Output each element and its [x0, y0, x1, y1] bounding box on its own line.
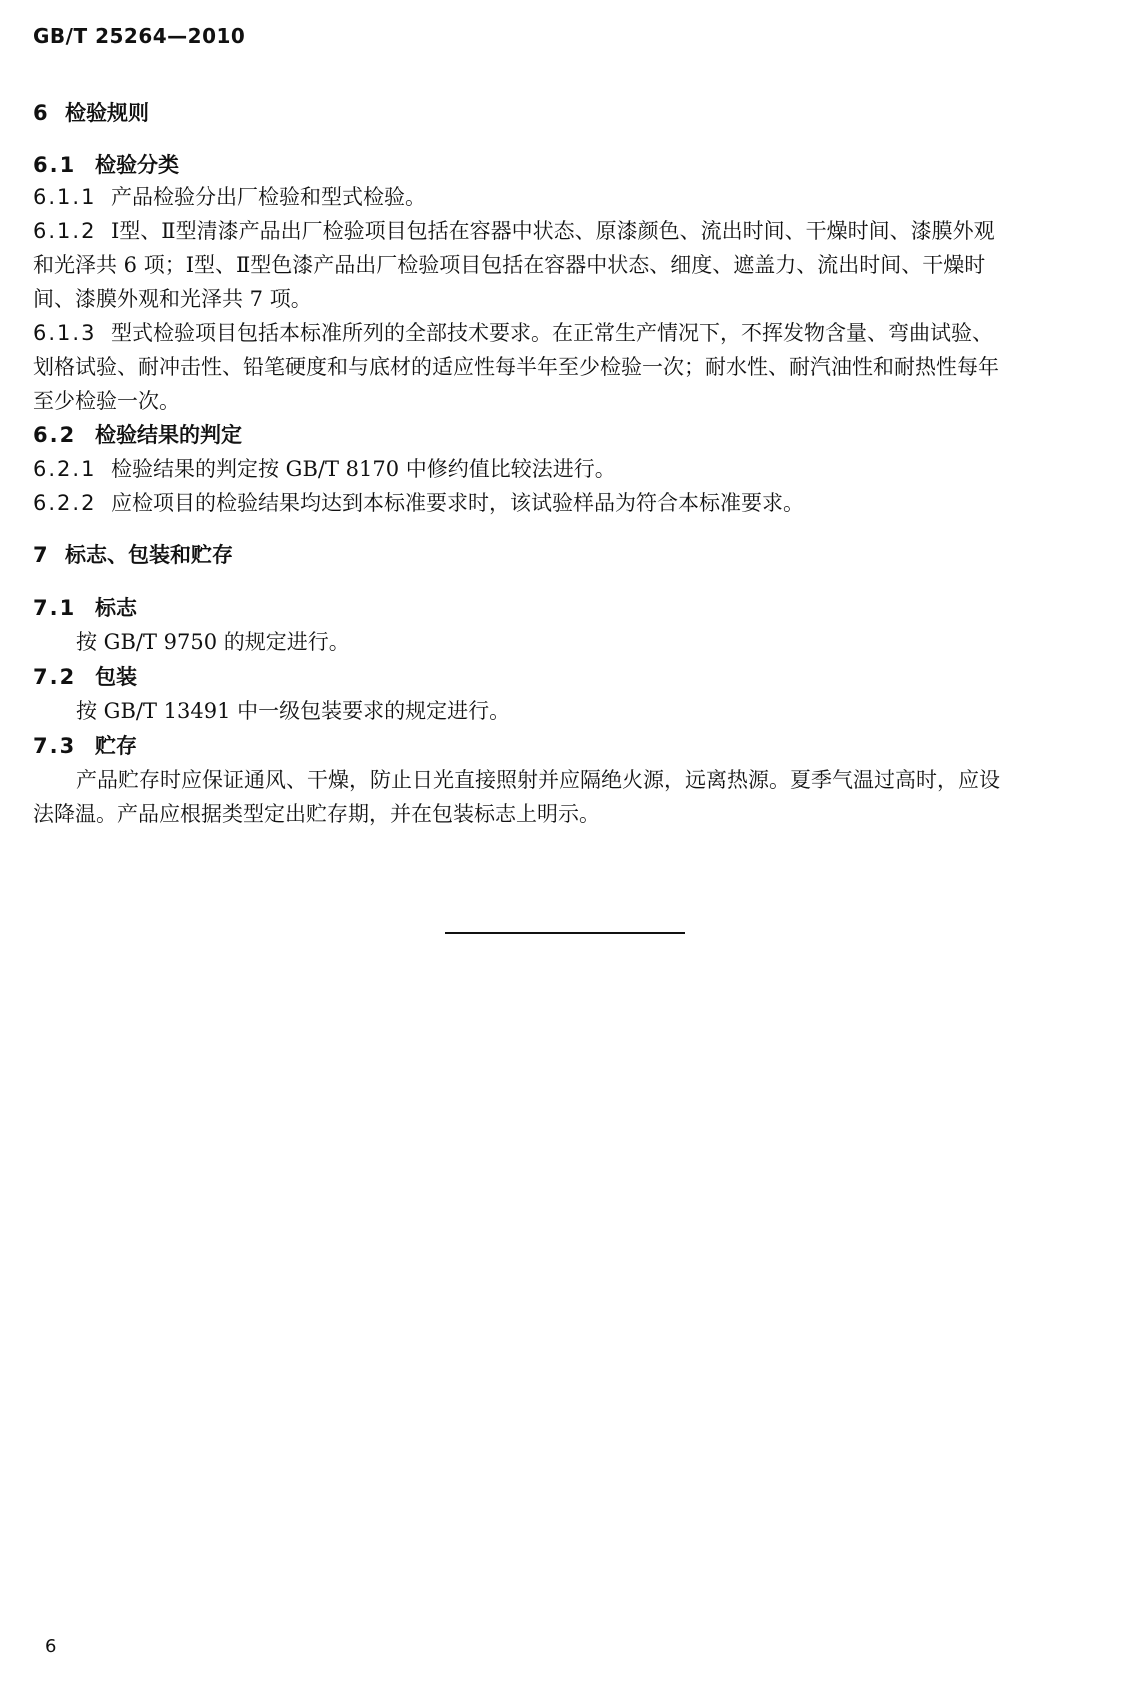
- clause-7-3-line-1: 产品贮存时应保证通风、干燥，防止日光直接照射并应隔绝火源，远离热源。夏季气温过高时，应设: [76, 768, 1000, 792]
- section-6-heading: [33, 98, 149, 128]
- clause-7-3-line-2: 法降温。产品应根据类型定出贮存期，并在包装标志上明示。: [33, 802, 600, 826]
- standard-code: GB/T 25264—2010: [33, 24, 246, 48]
- section-6-1-heading: [33, 150, 179, 180]
- clause-7-2-text: 按 GB/T 13491 中一级包装要求的规定进行。: [76, 699, 511, 723]
- clause-7-1-text: 按 GB/T 9750 的规定进行。: [76, 630, 350, 654]
- section-title: 标志: [95, 596, 137, 620]
- section-number: 7.1: [33, 596, 77, 620]
- clause-number: 6.2.1: [33, 457, 97, 481]
- section-title: 检验结果的判定: [95, 423, 242, 447]
- clause-number: 6.1.2: [33, 219, 97, 243]
- clause-text: 应检项目的检验结果均达到本标准要求时，该试验样品为符合本标准要求。: [111, 491, 804, 515]
- clause-text: 产品检验分出厂检验和型式检验。: [111, 185, 426, 209]
- clause-6-1-2-line-1: [33, 216, 995, 246]
- section-title: 包装: [95, 665, 137, 689]
- clause-6-2-2: [33, 488, 804, 518]
- clause-6-2-1: [33, 454, 616, 484]
- section-number: 7: [33, 543, 50, 567]
- section-number: 6.1: [33, 153, 77, 177]
- end-of-document-rule: [445, 932, 685, 934]
- section-number: 7.2: [33, 665, 77, 689]
- section-number: 6: [33, 101, 50, 125]
- section-title: 贮存: [95, 734, 137, 758]
- clause-6-1-2-line-2: 和光泽共 6 项；Ⅰ型、Ⅱ型色漆产品出厂检验项目包括在容器中状态、细度、遮盖力、流出时间、干燥时: [33, 253, 986, 277]
- clause-text: 检验结果的判定按 GB/T 8170 中修约值比较法进行。: [111, 457, 616, 481]
- section-number: 6.2: [33, 423, 77, 447]
- clause-text: Ⅰ型、Ⅱ型清漆产品出厂检验项目包括在容器中状态、原漆颜色、流出时间、干燥时间、漆膜外观: [111, 219, 995, 243]
- page-number: 6: [45, 1636, 57, 1657]
- section-6-2-heading: [33, 420, 242, 450]
- section-title: 检验分类: [95, 153, 179, 177]
- section-title: 检验规则: [65, 101, 149, 125]
- section-number: 7.3: [33, 734, 77, 758]
- clause-6-1-3-line-3: 至少检验一次。: [33, 389, 180, 413]
- section-title: 标志、包装和贮存: [65, 543, 233, 567]
- section-7-1-heading: [33, 593, 137, 623]
- clause-number: 6.1.3: [33, 321, 97, 345]
- clause-6-1-1: [33, 182, 426, 212]
- section-7-2-heading: [33, 662, 137, 692]
- clause-number: 6.1.1: [33, 185, 97, 209]
- clause-6-1-3-line-1: [33, 318, 993, 348]
- section-7-heading: [33, 540, 233, 570]
- clause-6-1-3-line-2: 划格试验、耐冲击性、铅笔硬度和与底材的适应性每半年至少检验一次；耐水性、耐汽油性和耐热性每年: [33, 355, 999, 379]
- clause-text: 型式检验项目包括本标准所列的全部技术要求。在正常生产情况下，不挥发物含量、弯曲试验、: [111, 321, 993, 345]
- clause-number: 6.2.2: [33, 491, 97, 515]
- section-7-3-heading: [33, 731, 137, 761]
- clause-6-1-2-line-3: 间、漆膜外观和光泽共 7 项。: [33, 287, 312, 311]
